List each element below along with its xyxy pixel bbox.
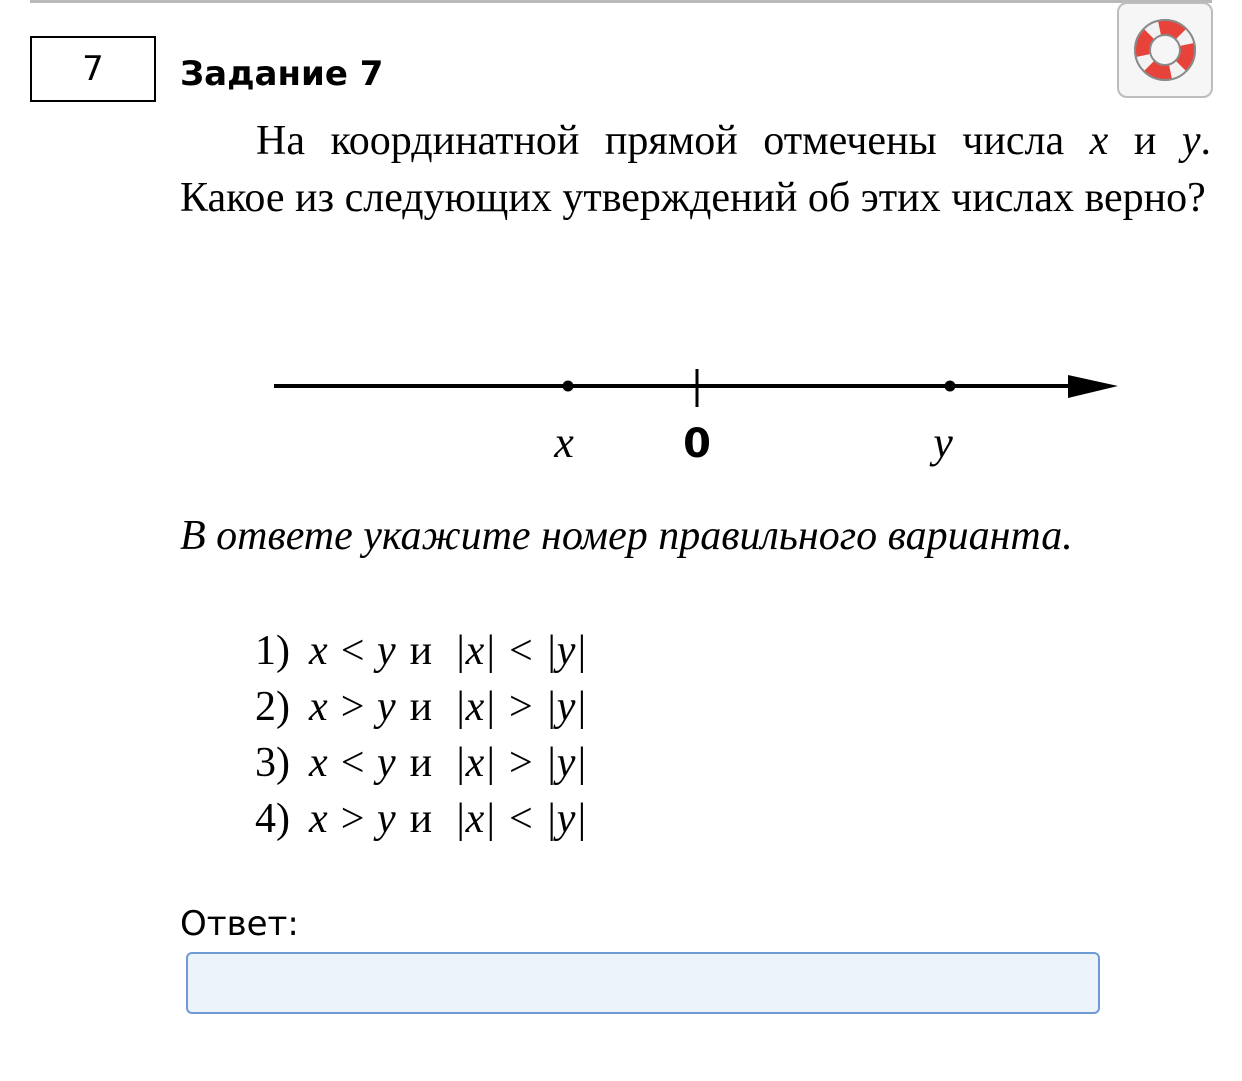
option-conj: и: [409, 740, 433, 786]
option-2: [255, 679, 587, 735]
option-conj: и: [409, 796, 433, 842]
answer-label: Ответ:: [180, 904, 299, 944]
problem-conj: и: [1108, 118, 1182, 164]
point-x: [563, 381, 574, 392]
answer-input[interactable]: [186, 952, 1100, 1014]
point-y: [945, 381, 956, 392]
option-number: 2): [255, 684, 290, 730]
lifebuoy-icon: [1128, 13, 1202, 87]
option-number: 4): [255, 796, 290, 842]
option-right: |x| < |y|: [454, 628, 587, 674]
option-1: [255, 623, 587, 679]
option-right: |x| < |y|: [454, 796, 587, 842]
option-left: x > y: [309, 684, 396, 730]
problem-var-x: x: [1089, 118, 1109, 164]
instruction-text: В ответе укажите номер правильного варианта.: [180, 513, 1073, 559]
option-left: x > y: [309, 796, 396, 842]
option-conj: и: [409, 628, 433, 674]
option-number: 1): [255, 628, 290, 674]
option-left: x < y: [309, 740, 396, 786]
problem-text-line1: На координатной прямой отмечены числа: [256, 118, 1090, 164]
task-number-box: [30, 36, 156, 102]
option-right: |x| > |y|: [454, 684, 587, 730]
label-zero: 0: [683, 421, 711, 467]
top-divider: [30, 0, 1212, 3]
problem-var-y: y: [1181, 118, 1201, 164]
task-number: 7: [82, 49, 104, 89]
label-y: y: [933, 418, 953, 467]
number-line-arrow: [1068, 375, 1118, 398]
option-right: |x| > |y|: [454, 740, 587, 786]
problem-line1-end: .: [1200, 118, 1211, 164]
option-3: [255, 735, 587, 791]
option-conj: и: [409, 684, 433, 730]
option-left: x < y: [309, 628, 396, 674]
number-line-figure: [260, 355, 1130, 485]
option-4: [255, 791, 587, 847]
label-x: x: [554, 418, 574, 467]
help-button[interactable]: [1117, 2, 1213, 98]
answer-options: [255, 623, 587, 847]
problem-text: [180, 113, 1211, 227]
problem-text-line2: Какое из следующих утверждений об этих числах верно?: [180, 175, 1206, 221]
task-title: Задание 7: [180, 54, 384, 94]
option-number: 3): [255, 740, 290, 786]
